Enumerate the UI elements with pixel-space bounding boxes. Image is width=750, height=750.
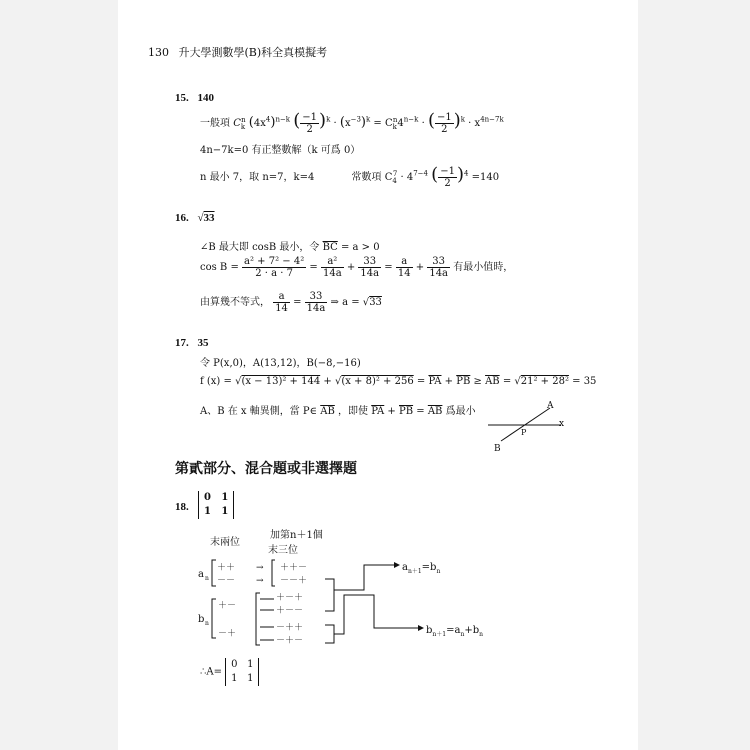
result-b-plussub: n [479,631,483,638]
q16-frac-14-2: 14 [275,303,288,314]
page [118,0,638,750]
q17-seg-ab-3: $\overline{AB}$ [427,406,443,417]
q17-line3: A、B 在 x 軸異側，當 P∈ $\overline{AB}$ ，即使 $\overline{PA} + \overline{PB} = \overline{AB}$ 爲最小 [200,406,476,417]
result-b-sub: n＋1 [432,631,447,638]
q15-line2: 4n−7k=0 有正整數解（k 可爲 0） [200,145,361,156]
q16-line1 [200,238,380,253]
q17-root2: (x + 8)² + 256 [341,376,414,387]
final-matrix-r2c2: 1 [247,673,254,684]
q18-matrix-r2c1: 1 [204,506,211,517]
arrow-to-b-next [334,595,418,634]
q16-line1-eq: = a > 0 [340,242,380,253]
q17-seg-pa-2: $\overline{PA}$ [371,406,385,417]
q18-number: 18. [175,501,189,513]
page-number: 130 [148,46,169,59]
a-row1-left: ＋＋ [217,563,236,573]
b-label: b [198,614,205,625]
section-title: 第貳部分、混合題或非選擇題 [175,461,357,477]
result-a-sub: n＋1 [407,568,422,575]
q16-frac-33-2: 33 [427,256,450,268]
q16-cos-line: cos B = $\frac{\text{a² + 7² − 4²}}{2 \cdot a \cdot 7}$ = $\frac{\text{a²}}{14a}$ + $\frac{33}{14a}$ = $\frac{a}{14}$ + $\frac{33}{14a}$ 有最小值時， [200,256,514,279]
col2-header-1: 加第n＋1個 [270,530,323,541]
arrowhead-b [418,625,424,631]
b-out-4: －＋－ [276,636,304,646]
q16-frac-33-3: 33 [305,291,328,303]
result-a-var: a [402,562,408,573]
q16-cos-suffix: 有最小值時， [453,262,514,273]
a-label: a [198,569,204,580]
col1-header: 末兩位 [210,537,240,548]
q18-matrix-r1c1: 0 [204,492,211,503]
q16-line1-text: ∠B 最大即 cosB 最小，令 [200,242,320,253]
b-out-2: ＋－－ [276,606,304,616]
b-sub: n [205,620,209,627]
result-b-plus: +b [464,625,480,636]
q15-constant-result: =140 [471,172,500,183]
arrowhead-a [394,562,400,568]
q15-general-term: 一般項 $C_k^n$ $(4x^4)^{n-k}$ ( $\frac{-1}{2}$ )$^k \cdot (x^{-3})^k = C_k^n4^{n-k}$ · ( $\frac{-1}{2}$ )$^k \cdot x^{4n-7k}$ [200,110,504,135]
x-axis-label: x [559,419,565,429]
b-bracket [212,599,216,638]
q17-number: 17. [175,337,189,349]
point-a-label: A [547,401,554,411]
q18-therefore: ∴A= [200,666,222,678]
b-row2-left: －＋ [218,629,237,639]
result-a-eq: =b [421,562,437,573]
result-b [426,625,483,638]
arrow-to-a-next [334,565,394,590]
point-b-label: B [494,444,501,454]
q17-seg-ab: $\overline{AB}$ [485,376,500,387]
q16-frac-a-2: a [273,291,290,303]
q18-diagram [196,526,483,648]
b-right-bracket [256,593,260,645]
b-row1-left: ＋－ [218,601,237,611]
a-row2-left: －－ [217,576,236,586]
q15-general-term-label: 一般項 [200,118,230,129]
q16-cos-label: cos B = [200,262,239,273]
q16-frac-a: a [396,256,413,268]
q17-seg-ab-2: $\overline{AB}$ [320,406,335,417]
q18-matrix [198,491,234,519]
q16-frac-14a: 14a [322,268,342,279]
book-title: 升大學測數學(B)科全真模擬考 [178,46,328,59]
q17-f-label: f (x) = [200,376,232,387]
q16-line3-text: 由算幾不等式， [200,297,270,308]
b-out-3: －＋＋ [276,623,304,633]
col2-header-2: 末三位 [268,545,298,556]
page-header [148,44,327,60]
q15-line3: n 最小 7，取 n=7，k=4 常數項 $C_4^7 \cdot 4^{7-4}$ ( $\frac{-1}{2}$ )$^4$ =140 [200,164,500,189]
q16-number: 16. [175,212,189,224]
q16-frac-14a-2: 14a [360,268,380,279]
a-bracket [212,560,216,586]
q17-line3-end: 爲最小 [445,406,476,417]
result-b-var: b [426,625,433,636]
q16-answer: 33 [203,212,215,224]
result-b-eq: =a [446,625,461,636]
final-matrix-r1c2: 1 [247,659,254,670]
result-a-eqsub: n [436,568,441,575]
q15-answer: 140 [197,92,214,104]
point-p-label: P [521,428,527,437]
q16-frac-14a-4: 14a [306,303,326,314]
q16-segment-bc: $\overline{BC}$ [322,242,338,253]
q17-line1: 令 P(x,0)，A(13,12)，B(−8,−16) [200,358,361,369]
a-sub: n [205,575,209,582]
a-row1-arrow: → [256,563,264,573]
q17-line3-mid: ，即使 [338,406,369,417]
a-row2-right: －－＋ [280,576,308,586]
result-b-eqsub: n [460,631,465,638]
q17-seg-pa: $\overline{PA}$ [428,376,442,387]
q15-heading [175,92,214,104]
q17-root3: 21² + 28² [520,376,569,387]
q17-answer: 35 [197,337,209,349]
group-2-bracket [325,625,334,643]
q16-line3-result: ⇒ a = [330,297,360,308]
q16-cos-den: 2 · a · 7 [255,268,293,279]
final-matrix-r1c1: 0 [231,659,238,670]
q18-matrix-r1c2: 1 [221,492,229,503]
q16-frac-14a-3: 14a [429,268,449,279]
q18-conclusion [200,658,259,686]
q16-cos-num: a² + 7² − 4² [244,256,305,267]
q17-line2: f $(x) = √(x - 13)^2 + 144 + √(x + 8)^2 + 256 = \overline{PA} + \overline{PB} \ge \overline{AB} = √21^2 + 28^2 = 35$ [200,376,597,387]
q17-seg-pb: $\overline{PB}$ [456,376,471,387]
q17-result: = 35 [572,376,597,387]
q16-frac-a2: a² [321,256,344,268]
q17-root1: (x − 13)² + 144 [241,376,321,387]
a-row1-right: ＋＋－ [280,563,308,573]
result-a [402,562,440,575]
q17-heading [175,337,209,349]
q16-sqrt-val: 33 [369,297,382,308]
q18-matrix-r2c2: 1 [221,506,229,517]
group-1-bracket [325,579,334,611]
final-matrix-r2c1: 1 [231,673,238,684]
a-right-bracket [272,560,275,586]
q15-number: 15. [175,92,189,104]
q15-line3-left: n 最小 7，取 n=7，k=4 [200,172,315,183]
q16-heading: 16. √33 [175,212,215,224]
q16-frac-14: 14 [397,268,411,279]
q17-seg-pb-2: $\overline{PB}$ [399,406,414,417]
q17-diagram [480,396,575,456]
b-out-1: ＋－＋ [276,593,304,603]
q17-line3-text: A、B 在 x 軸異側，當 P∈ [200,406,318,417]
a-row2-arrow: → [256,576,264,586]
q16-frac-33: 33 [358,256,381,268]
q16-line3: 由算幾不等式， $\frac{a}{14}$ = $\frac{33}{14a}$ ⇒ a = √33 [200,291,382,314]
q15-constant-label: 常數項 [351,172,382,183]
